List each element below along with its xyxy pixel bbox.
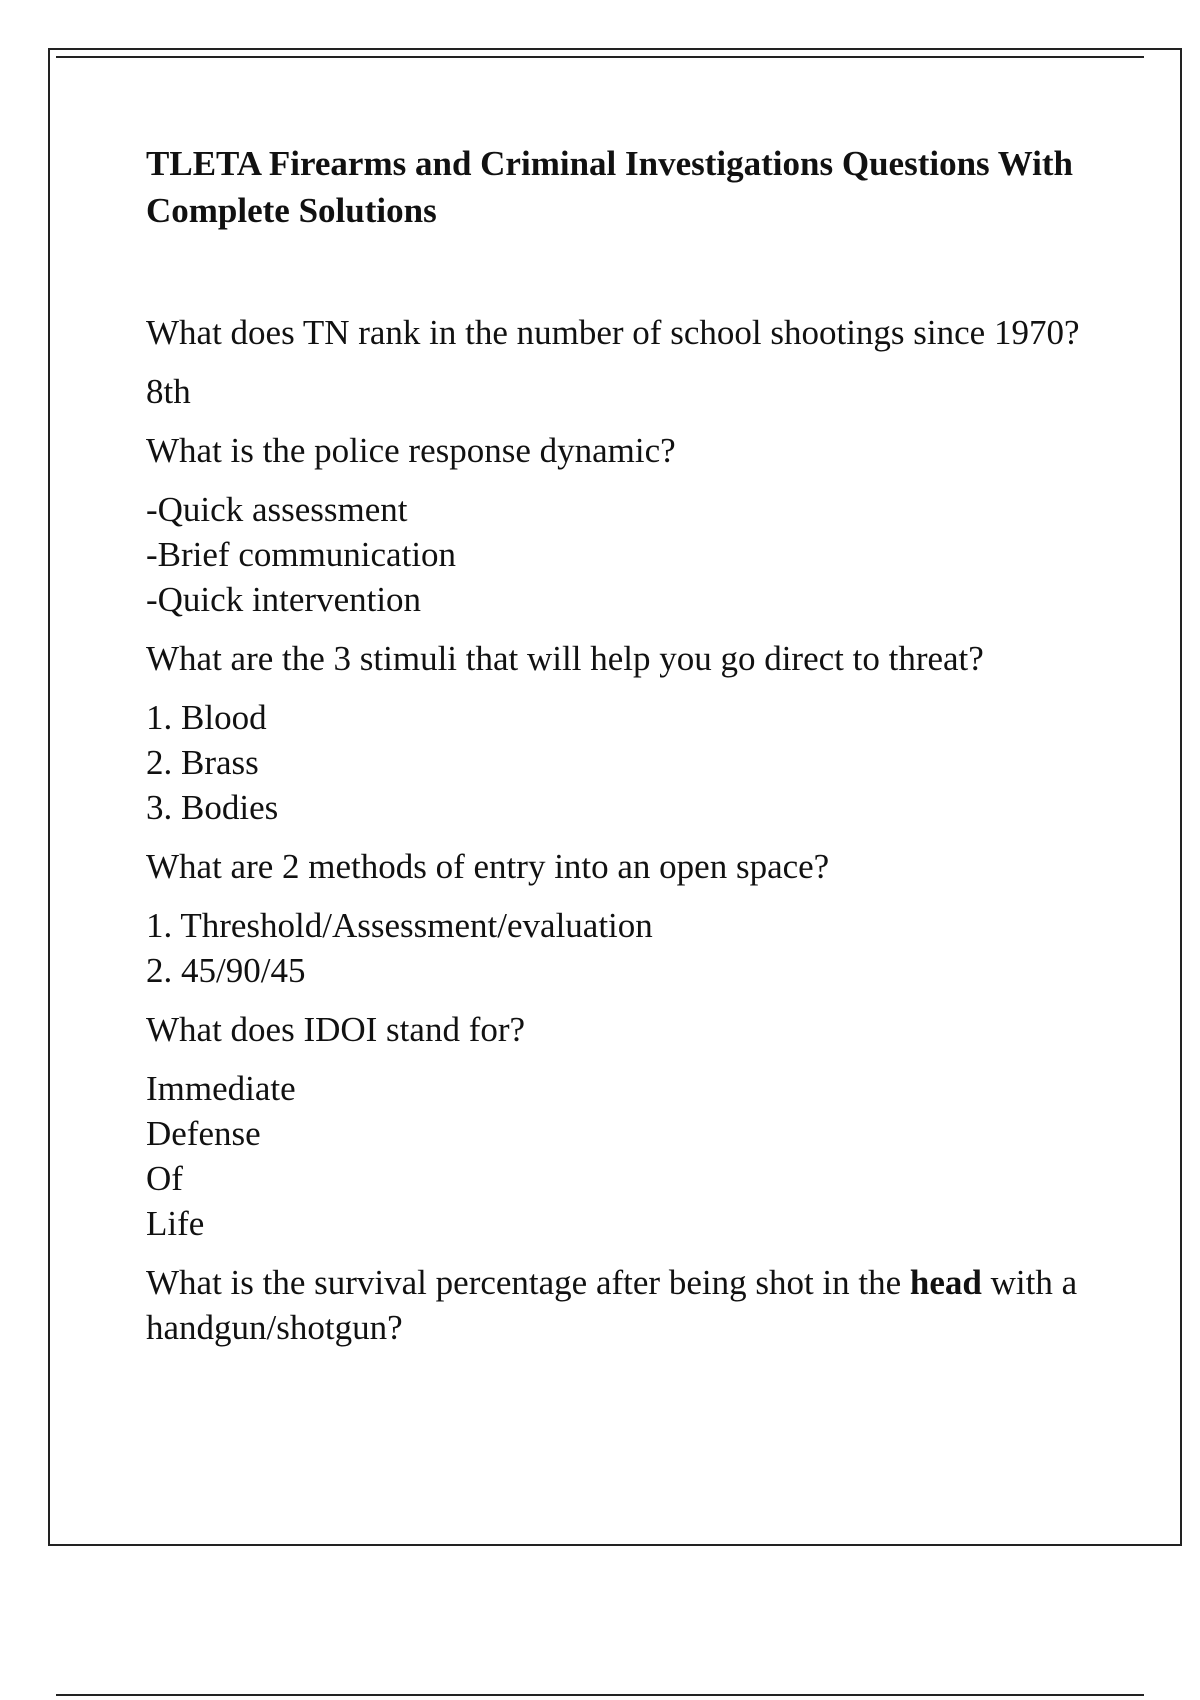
document-title: TLETA Firearms and Criminal Investigations Questions With Complete Solutions [146,144,1073,230]
bottom-rule [56,1694,1144,1696]
qa-item-1 [146,310,1106,414]
answer-line: -Quick intervention [146,580,422,619]
answer-line: 3. Bodies [146,788,279,827]
top-rule [56,56,1144,58]
answer-line: Defense [146,1114,261,1153]
question-text: What are 2 methods of entry into an open space? [146,847,830,886]
qa-item-2 [146,428,1106,622]
answer-line: -Brief communication [146,535,457,574]
answer-text [146,695,1106,830]
answer-line: 2. 45/90/45 [146,951,306,990]
answer-line: Life [146,1204,205,1243]
question-text: What are the 3 stimuli that will help you go direct to threat? [146,639,984,678]
question-text-part: with a handgun/shotgun? [146,1263,1078,1347]
question-text: What is the police response dynamic? [146,431,676,470]
answer-text [146,487,1106,622]
answer-line: 1. Blood [146,698,267,737]
qa-item-6 [146,1260,1106,1350]
question-text-part: What is the survival percentage after being shot in the [146,1263,910,1302]
answer-line: 2. Brass [146,743,259,782]
answer-line: 1. Threshold/Assessment/evaluation [146,906,653,945]
qa-item-5 [146,1007,1106,1246]
answer-line: -Quick assessment [146,490,408,529]
question-text [146,1260,1106,1350]
answer-line: 8th [146,372,191,411]
document-body [146,140,1106,1364]
question-text: What does TN rank in the number of school shootings since 1970? [146,313,1080,352]
question-text: What does IDOI stand for? [146,1010,526,1049]
answer-line: Of [146,1159,183,1198]
answer-text [146,369,1106,414]
question-emphasis: head [909,1263,982,1302]
answer-line: Immediate [146,1069,296,1108]
qa-item-4 [146,844,1106,993]
answer-text [146,1066,1106,1246]
qa-item-3 [146,636,1106,830]
answer-text [146,903,1106,993]
